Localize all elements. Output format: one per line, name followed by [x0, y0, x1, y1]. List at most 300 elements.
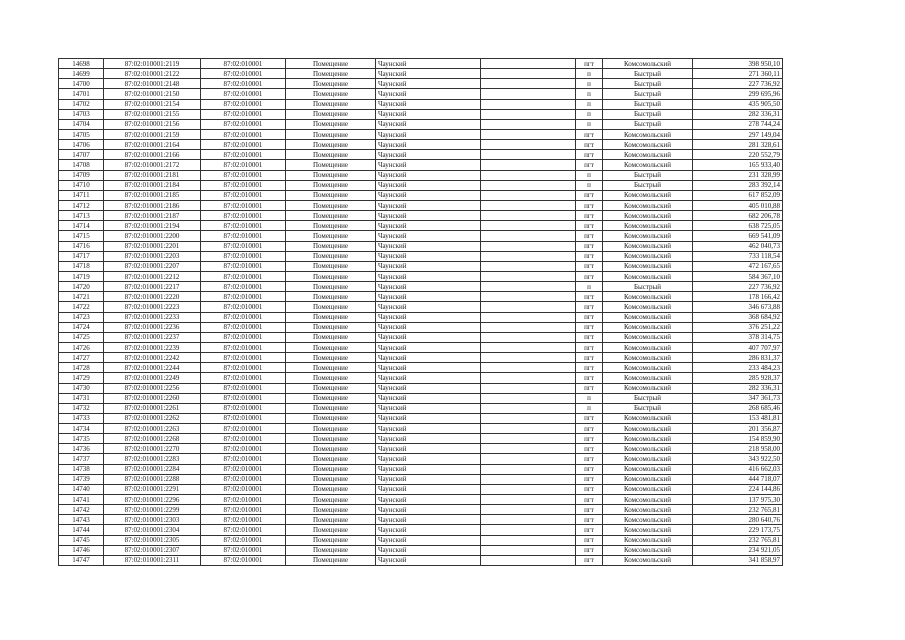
cadastral-value: 617 852,09 [693, 190, 783, 200]
object-type: Помещение [286, 474, 376, 484]
cadastral-value: 281 328,61 [693, 140, 783, 150]
object-type: Помещение [286, 129, 376, 139]
row-number: 14702 [59, 99, 104, 109]
cadastral-number: 87:02:010001:2186 [104, 200, 201, 210]
table-row [59, 200, 783, 210]
cadastral-quarter: 87:02:010001 [201, 434, 286, 444]
settlement-type: пгт [576, 200, 603, 210]
cadastral-value: 283 392,14 [693, 180, 783, 190]
cadastral-number: 87:02:010001:2233 [104, 312, 201, 322]
table-row [59, 292, 783, 302]
object-type: Помещение [286, 160, 376, 170]
settlement-type: п [576, 393, 603, 403]
cadastral-value: 280 640,76 [693, 515, 783, 525]
empty-cell [481, 464, 576, 474]
empty-cell [481, 302, 576, 312]
settlement-name: Комсомольский [603, 190, 693, 200]
table-row [59, 59, 783, 69]
table-row [59, 251, 783, 261]
empty-cell [481, 221, 576, 231]
table-row [59, 312, 783, 322]
settlement-name: Комсомольский [603, 322, 693, 332]
cadastral-value: 178 166,42 [693, 292, 783, 302]
object-type: Помещение [286, 495, 376, 505]
cadastral-quarter: 87:02:010001 [201, 251, 286, 261]
settlement-type: пгт [576, 515, 603, 525]
district: Чаунский [376, 180, 481, 190]
empty-cell [481, 251, 576, 261]
empty-cell [481, 424, 576, 434]
empty-cell [481, 444, 576, 454]
empty-cell [481, 190, 576, 200]
settlement-name: Комсомольский [603, 555, 693, 565]
object-type: Помещение [286, 170, 376, 180]
cadastral-value: 416 662,03 [693, 464, 783, 474]
settlement-type: пгт [576, 332, 603, 342]
district: Чаунский [376, 292, 481, 302]
cadastral-value: 472 167,65 [693, 261, 783, 271]
empty-cell [481, 434, 576, 444]
cadastral-value: 682 206,78 [693, 211, 783, 221]
empty-cell [481, 129, 576, 139]
cadastral-quarter: 87:02:010001 [201, 555, 286, 565]
settlement-name: Комсомольский [603, 59, 693, 69]
empty-cell [481, 545, 576, 555]
cadastral-value: 229 173,75 [693, 525, 783, 535]
settlement-name: Быстрый [603, 393, 693, 403]
cadastral-quarter: 87:02:010001 [201, 383, 286, 393]
table-row [59, 484, 783, 494]
district: Чаунский [376, 241, 481, 251]
cadastral-number: 87:02:010001:2119 [104, 59, 201, 69]
district: Чаунский [376, 342, 481, 352]
settlement-type: п [576, 89, 603, 99]
cadastral-quarter: 87:02:010001 [201, 393, 286, 403]
table-row [59, 545, 783, 555]
object-type: Помещение [286, 342, 376, 352]
settlement-name: Комсомольский [603, 474, 693, 484]
cadastral-value: 376 251,22 [693, 322, 783, 332]
district: Чаунский [376, 231, 481, 241]
object-type: Помещение [286, 231, 376, 241]
object-type: Помещение [286, 332, 376, 342]
cadastral-value: 347 361,73 [693, 393, 783, 403]
object-type: Помещение [286, 464, 376, 474]
empty-cell [481, 413, 576, 423]
settlement-name: Комсомольский [603, 525, 693, 535]
cadastral-number: 87:02:010001:2305 [104, 535, 201, 545]
cadastral-value: 137 975,30 [693, 495, 783, 505]
settlement-type: пгт [576, 342, 603, 352]
cadastral-value: 343 922,50 [693, 454, 783, 464]
settlement-type: пгт [576, 190, 603, 200]
district: Чаунский [376, 454, 481, 464]
object-type: Помещение [286, 292, 376, 302]
settlement-name: Комсомольский [603, 535, 693, 545]
object-type: Помещение [286, 444, 376, 454]
object-type: Помещение [286, 200, 376, 210]
cadastral-quarter: 87:02:010001 [201, 403, 286, 413]
object-type: Помещение [286, 119, 376, 129]
cadastral-value: 378 314,75 [693, 332, 783, 342]
object-type: Помещение [286, 515, 376, 525]
table-row [59, 150, 783, 160]
table-row [59, 99, 783, 109]
cadastral-quarter: 87:02:010001 [201, 515, 286, 525]
settlement-type: пгт [576, 505, 603, 515]
table-row [59, 129, 783, 139]
row-number: 14737 [59, 454, 104, 464]
row-number: 14709 [59, 170, 104, 180]
row-number: 14739 [59, 474, 104, 484]
row-number: 14710 [59, 180, 104, 190]
empty-cell [481, 89, 576, 99]
empty-cell [481, 180, 576, 190]
district: Чаунский [376, 495, 481, 505]
district: Чаунский [376, 211, 481, 221]
row-number: 14704 [59, 119, 104, 129]
table-row [59, 282, 783, 292]
district: Чаунский [376, 322, 481, 332]
table-row [59, 505, 783, 515]
cadastral-value: 435 905,50 [693, 99, 783, 109]
row-number: 14724 [59, 322, 104, 332]
settlement-name: Комсомольский [603, 129, 693, 139]
object-type: Помещение [286, 69, 376, 79]
cadastral-number: 87:02:010001:2156 [104, 119, 201, 129]
settlement-type: пгт [576, 484, 603, 494]
district: Чаунский [376, 515, 481, 525]
settlement-name: Быстрый [603, 282, 693, 292]
settlement-name: Комсомольский [603, 302, 693, 312]
cadastral-quarter: 87:02:010001 [201, 495, 286, 505]
cadastral-value: 278 744,24 [693, 119, 783, 129]
row-number: 14741 [59, 495, 104, 505]
district: Чаунский [376, 525, 481, 535]
table-row [59, 261, 783, 271]
settlement-type: пгт [576, 363, 603, 373]
settlement-name: Комсомольский [603, 261, 693, 271]
cadastral-quarter: 87:02:010001 [201, 129, 286, 139]
settlement-type: пгт [576, 160, 603, 170]
empty-cell [481, 322, 576, 332]
settlement-name: Комсомольский [603, 545, 693, 555]
table-row [59, 119, 783, 129]
settlement-name: Комсомольский [603, 231, 693, 241]
cadastral-number: 87:02:010001:2122 [104, 69, 201, 79]
row-number: 14698 [59, 59, 104, 69]
object-type: Помещение [286, 89, 376, 99]
empty-cell [481, 241, 576, 251]
table-row [59, 231, 783, 241]
empty-cell [481, 403, 576, 413]
table-row [59, 89, 783, 99]
row-number: 14744 [59, 525, 104, 535]
table-row [59, 393, 783, 403]
empty-cell [481, 393, 576, 403]
settlement-type: пгт [576, 424, 603, 434]
settlement-name: Быстрый [603, 119, 693, 129]
district: Чаунский [376, 424, 481, 434]
settlement-name: Быстрый [603, 109, 693, 119]
row-number: 14725 [59, 332, 104, 342]
settlement-name: Быстрый [603, 69, 693, 79]
cadastral-value: 407 707,97 [693, 342, 783, 352]
row-number: 14718 [59, 261, 104, 271]
district: Чаунский [376, 261, 481, 271]
cadastral-value: 341 858,97 [693, 555, 783, 565]
settlement-name: Комсомольский [603, 495, 693, 505]
cadastral-number: 87:02:010001:2268 [104, 434, 201, 444]
settlement-name: Комсомольский [603, 342, 693, 352]
cadastral-quarter: 87:02:010001 [201, 373, 286, 383]
cadastral-number: 87:02:010001:2256 [104, 383, 201, 393]
table-row [59, 535, 783, 545]
settlement-type: пгт [576, 322, 603, 332]
settlement-type: пгт [576, 525, 603, 535]
district: Чаунский [376, 129, 481, 139]
settlement-name: Комсомольский [603, 434, 693, 444]
district: Чаунский [376, 69, 481, 79]
cadastral-value: 286 831,37 [693, 353, 783, 363]
object-type: Помещение [286, 150, 376, 160]
cadastral-value: 444 718,07 [693, 474, 783, 484]
empty-cell [481, 332, 576, 342]
cadastral-number: 87:02:010001:2296 [104, 495, 201, 505]
district: Чаунский [376, 271, 481, 281]
settlement-name: Быстрый [603, 89, 693, 99]
cadastral-number: 87:02:010001:2239 [104, 342, 201, 352]
cadastral-quarter: 87:02:010001 [201, 241, 286, 251]
district: Чаунский [376, 464, 481, 474]
empty-cell [481, 140, 576, 150]
table-row [59, 221, 783, 231]
row-number: 14721 [59, 292, 104, 302]
empty-cell [481, 79, 576, 89]
empty-cell [481, 495, 576, 505]
cadastral-number: 87:02:010001:2159 [104, 129, 201, 139]
cadastral-number: 87:02:010001:2172 [104, 160, 201, 170]
settlement-name: Комсомольский [603, 200, 693, 210]
settlement-type: пгт [576, 454, 603, 464]
cadastral-number: 87:02:010001:2201 [104, 241, 201, 251]
row-number: 14733 [59, 413, 104, 423]
empty-cell [481, 353, 576, 363]
row-number: 14706 [59, 140, 104, 150]
settlement-type: пгт [576, 312, 603, 322]
object-type: Помещение [286, 484, 376, 494]
cadastral-value: 282 336,31 [693, 383, 783, 393]
settlement-name: Комсомольский [603, 383, 693, 393]
empty-cell [481, 99, 576, 109]
cadastral-value: 346 673,88 [693, 302, 783, 312]
table-row [59, 170, 783, 180]
table-row [59, 464, 783, 474]
cadastral-quarter: 87:02:010001 [201, 525, 286, 535]
cadastral-value: 733 118,54 [693, 251, 783, 261]
row-number: 14714 [59, 221, 104, 231]
district: Чаунский [376, 200, 481, 210]
cadastral-value: 232 765,81 [693, 535, 783, 545]
object-type: Помещение [286, 535, 376, 545]
cadastral-value: 638 725,05 [693, 221, 783, 231]
row-number: 14705 [59, 129, 104, 139]
district: Чаунский [376, 170, 481, 180]
settlement-type: п [576, 99, 603, 109]
settlement-name: Комсомольский [603, 292, 693, 302]
empty-cell [481, 119, 576, 129]
table-row [59, 271, 783, 281]
settlement-type: п [576, 109, 603, 119]
settlement-type: пгт [576, 261, 603, 271]
row-number: 14713 [59, 211, 104, 221]
cadastral-number: 87:02:010001:2217 [104, 282, 201, 292]
settlement-type: п [576, 282, 603, 292]
district: Чаунский [376, 505, 481, 515]
cadastral-quarter: 87:02:010001 [201, 59, 286, 69]
settlement-type: пгт [576, 464, 603, 474]
cadastral-number: 87:02:010001:2311 [104, 555, 201, 565]
cadastral-quarter: 87:02:010001 [201, 221, 286, 231]
table-row [59, 454, 783, 464]
row-number: 14734 [59, 424, 104, 434]
settlement-type: пгт [576, 474, 603, 484]
table-row [59, 302, 783, 312]
settlement-type: пгт [576, 535, 603, 545]
row-number: 14729 [59, 373, 104, 383]
cadastral-number: 87:02:010001:2237 [104, 332, 201, 342]
table-row [59, 140, 783, 150]
table-row [59, 434, 783, 444]
cadastral-number: 87:02:010001:2283 [104, 454, 201, 464]
row-number: 14708 [59, 160, 104, 170]
settlement-name: Комсомольский [603, 444, 693, 454]
district: Чаунский [376, 221, 481, 231]
cadastral-value: 232 765,81 [693, 505, 783, 515]
empty-cell [481, 261, 576, 271]
table-row [59, 69, 783, 79]
district: Чаунский [376, 555, 481, 565]
table-row [59, 190, 783, 200]
cadastral-value: 297 149,04 [693, 129, 783, 139]
cadastral-value: 299 695,96 [693, 89, 783, 99]
cadastral-value: 285 928,37 [693, 373, 783, 383]
cadastral-quarter: 87:02:010001 [201, 109, 286, 119]
district: Чаунский [376, 474, 481, 484]
settlement-name: Быстрый [603, 79, 693, 89]
cadastral-quarter: 87:02:010001 [201, 89, 286, 99]
settlement-type: пгт [576, 292, 603, 302]
table-row [59, 424, 783, 434]
settlement-name: Комсомольский [603, 211, 693, 221]
cadastral-quarter: 87:02:010001 [201, 413, 286, 423]
cadastral-number: 87:02:010001:2200 [104, 231, 201, 241]
cadastral-number: 87:02:010001:2184 [104, 180, 201, 190]
object-type: Помещение [286, 241, 376, 251]
empty-cell [481, 484, 576, 494]
object-type: Помещение [286, 99, 376, 109]
cadastral-value: 669 541,09 [693, 231, 783, 241]
cadastral-quarter: 87:02:010001 [201, 444, 286, 454]
empty-cell [481, 555, 576, 565]
cadastral-number: 87:02:010001:2303 [104, 515, 201, 525]
cadastral-quarter: 87:02:010001 [201, 484, 286, 494]
district: Чаунский [376, 109, 481, 119]
table-row [59, 555, 783, 565]
cadastral-quarter: 87:02:010001 [201, 140, 286, 150]
settlement-type: п [576, 69, 603, 79]
settlement-type: пгт [576, 241, 603, 251]
cadastral-quarter: 87:02:010001 [201, 474, 286, 484]
object-type: Помещение [286, 413, 376, 423]
empty-cell [481, 535, 576, 545]
cadastral-number: 87:02:010001:2260 [104, 393, 201, 403]
district: Чаунский [376, 251, 481, 261]
cadastral-quarter: 87:02:010001 [201, 150, 286, 160]
empty-cell [481, 292, 576, 302]
table-row [59, 342, 783, 352]
object-type: Помещение [286, 109, 376, 119]
cadastral-value: 405 010,88 [693, 200, 783, 210]
row-number: 14743 [59, 515, 104, 525]
cadastral-value: 224 144,86 [693, 484, 783, 494]
cadastral-quarter: 87:02:010001 [201, 282, 286, 292]
settlement-name: Быстрый [603, 99, 693, 109]
settlement-type: пгт [576, 231, 603, 241]
empty-cell [481, 200, 576, 210]
settlement-type: п [576, 403, 603, 413]
cadastral-value: 462 040,73 [693, 241, 783, 251]
cadastral-number: 87:02:010001:2249 [104, 373, 201, 383]
district: Чаунский [376, 434, 481, 444]
settlement-type: пгт [576, 383, 603, 393]
object-type: Помещение [286, 434, 376, 444]
settlement-type: пгт [576, 495, 603, 505]
table-row [59, 211, 783, 221]
cadastral-number: 87:02:010001:2220 [104, 292, 201, 302]
cadastral-number: 87:02:010001:2212 [104, 271, 201, 281]
object-type: Помещение [286, 363, 376, 373]
district: Чаунский [376, 59, 481, 69]
row-number: 14726 [59, 342, 104, 352]
row-number: 14732 [59, 403, 104, 413]
settlement-type: п [576, 180, 603, 190]
settlement-type: пгт [576, 271, 603, 281]
settlement-name: Комсомольский [603, 140, 693, 150]
cadastral-value: 268 685,46 [693, 403, 783, 413]
district: Чаунский [376, 190, 481, 200]
cadastral-quarter: 87:02:010001 [201, 464, 286, 474]
empty-cell [481, 271, 576, 281]
empty-cell [481, 505, 576, 515]
empty-cell [481, 525, 576, 535]
object-type: Помещение [286, 312, 376, 322]
cadastral-number: 87:02:010001:2148 [104, 79, 201, 89]
object-type: Помещение [286, 271, 376, 281]
cadastral-number: 87:02:010001:2207 [104, 261, 201, 271]
cadastral-quarter: 87:02:010001 [201, 271, 286, 281]
district: Чаунский [376, 140, 481, 150]
table-row [59, 160, 783, 170]
settlement-name: Комсомольский [603, 332, 693, 342]
settlement-name: Комсомольский [603, 454, 693, 464]
cadastral-value: 154 859,90 [693, 434, 783, 444]
settlement-type: п [576, 170, 603, 180]
cadastral-quarter: 87:02:010001 [201, 322, 286, 332]
cadastral-number: 87:02:010001:2181 [104, 170, 201, 180]
cadastral-value: 234 921,05 [693, 545, 783, 555]
cadastral-quarter: 87:02:010001 [201, 545, 286, 555]
